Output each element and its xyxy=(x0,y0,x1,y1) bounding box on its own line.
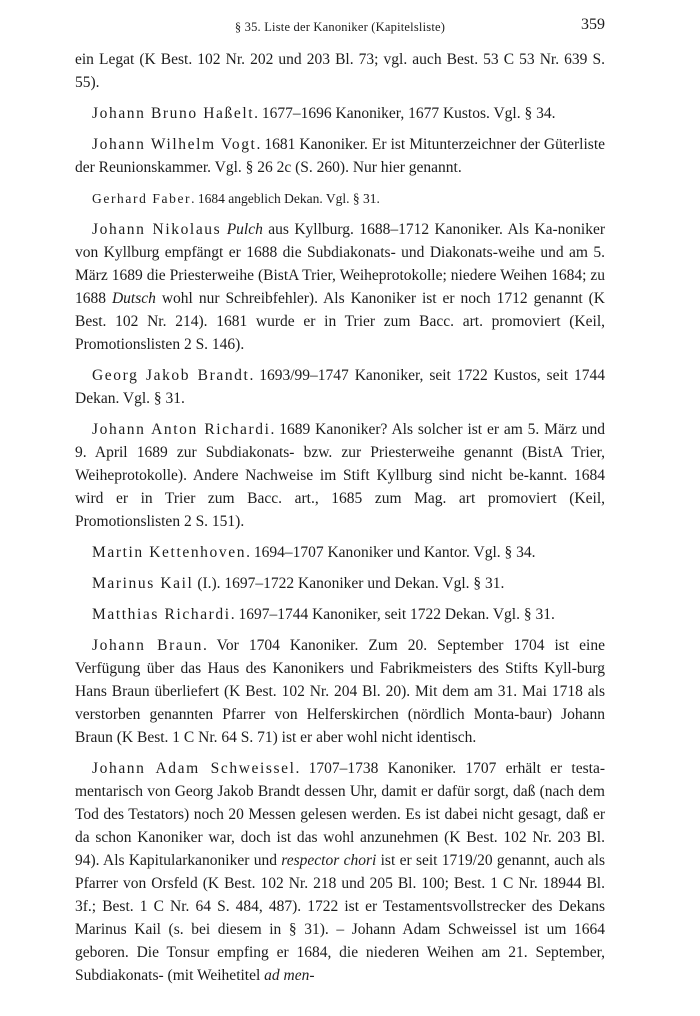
italic-variant: Dutsch xyxy=(111,290,156,307)
italic-term: respector chori xyxy=(281,852,377,869)
canon-entry xyxy=(75,603,605,626)
entry-text: wohl nur Schreibfehler). Als Kanoniker ist er noch 1712 genannt (K Best. 102 Nr. 214). 1681 wurde er in Trier zum Bacc. art. promoviert (Keil, Promotionslisten 2 S. 146). xyxy=(75,290,605,353)
entry-text: . 1707–1738 Kanoniker. 1707 erhält er testa-mentarisch von Georg Jakob Brandt dessen Uhr, damit er dafür sorgt, daß (nach dem Tod des Testators) noch 20 Messen gelesen werden. Es ist dabei nicht gesagt, daß er da schon Kanoniker war, doch ist das wohl anzunehmen (K Best. 102 Nr. 203 Bl. 94). Als Kapitularkanoniker und xyxy=(75,760,605,869)
canon-name: Martin Kettenhoven xyxy=(92,544,247,561)
entry-text: . 1697–1744 Kanoniker, seit 1722 Dekan. Vgl. § 31. xyxy=(230,606,555,623)
canon-entry xyxy=(75,133,605,179)
running-header xyxy=(75,14,605,36)
canon-name: Johann Nikolaus xyxy=(92,221,222,238)
canon-entry xyxy=(75,418,605,533)
entry-text: . 1684 angeblich Dekan. Vgl. § 31. xyxy=(191,191,380,206)
canon-entry xyxy=(75,218,605,356)
canon-entry xyxy=(75,541,605,564)
canon-entry xyxy=(75,757,605,987)
canon-name: Johann Anton Richardi xyxy=(92,421,271,438)
canon-name: Matthias Richardi xyxy=(92,606,231,623)
canon-entry xyxy=(75,102,605,125)
page-body xyxy=(75,48,605,995)
entry-text: ein Legat (K Best. 102 Nr. 202 und 203 Bl. 73; vgl. auch Best. 53 C 53 Nr. 639 S. 55). xyxy=(75,51,605,91)
canon-entry xyxy=(75,634,605,749)
running-title: § 35. Liste der Kanoniker (Kapitelsliste) xyxy=(234,20,446,34)
italic-term: ad men- xyxy=(264,967,315,984)
entry-text: . 1694–1707 Kanoniker und Kantor. Vgl. § 34. xyxy=(246,544,536,561)
entry-text: (I.). 1697–1722 Kanoniker und Dekan. Vgl. § 31. xyxy=(193,575,505,592)
canon-name: Marinus Kail xyxy=(92,575,194,592)
continuation-paragraph xyxy=(75,48,605,94)
canon-name: Johann Adam Schweissel xyxy=(92,760,296,777)
canon-name: Johann Bruno Haßelt xyxy=(92,105,255,122)
canon-entry xyxy=(75,572,605,595)
entry-text: . 1677–1696 Kanoniker, 1677 Kustos. Vgl. § 34. xyxy=(254,105,556,122)
page-number: 359 xyxy=(581,16,605,33)
entry-text: ist er seit 1719/20 genannt, auch als Pfarrer von Orsfeld (K Best. 102 Nr. 218 und 205 Bl. 100; Best. 1 C Nr. 18944 Bl. 3f.; Best. 1 C Nr. 64 S. 484, 487). 1722 ist er Testamentsvollstrecker des Dekans Marinus Kail (s. bei diesem in § 31). – Johann Adam Schweissel ist um 1664 geboren. Die Tonsur empfing er 1684, die niederen Weihen am 21. September, Subdiakonats- (mit Weihetitel xyxy=(75,852,606,984)
entry-text: . 1689 Kanoniker? Als solcher ist er am 5. März und 9. April 1689 zur Subdiakonats- bzw. zur Priesterweihe genannt (BistA Trier, Weiheprotokolle). Andere Nachweise im Stift Kyllburg sind nicht be-kannt. 1684 wird er in Trier zum Bacc. art., 1685 zum Mag. art promoviert (Keil, Promotionslisten 2 S. 151). xyxy=(75,421,605,530)
canon-name: Johann Wilhelm Vogt xyxy=(92,136,257,153)
canon-name: Gerhard Faber xyxy=(92,191,192,206)
italic-surname: Pulch xyxy=(226,221,263,238)
entry-text: . 1681 Kanoniker. Er ist Mitunterzeichner der Güterliste der Reunionskammer. Vgl. § 26 2c (S. 260). Nur hier genannt. xyxy=(75,136,606,176)
canon-name: Georg Jakob Brandt xyxy=(92,367,250,384)
canon-entry xyxy=(75,364,605,410)
canon-name: Johann Braun xyxy=(92,637,204,654)
entry-text: . 1693/99–1747 Kanoniker, seit 1722 Kustos, seit 1744 Dekan. Vgl. § 31. xyxy=(75,367,605,407)
canon-entry xyxy=(75,187,605,210)
entry-text: . Vor 1704 Kanoniker. Zum 20. September 1704 ist eine Verfügung über das Haus des Kanonikers und Fabrikmeisters des Stifts Kyll-burg Hans Braun überliefert (K Best. 102 Nr. 204 Bl. 20). Mit dem am 31. Mai 1718 als verstorben genannten Pfarrer von Helferskirchen (nördlich Monta-baur) Johann Braun (K Best. 1 C Nr. 64 S. 71) ist er aber wohl nicht identisch. xyxy=(75,637,605,746)
entry-text: aus Kyllburg. 1688–1712 Kanoniker. Als Ka-noniker von Kyllburg empfängt er 1688 die Subdiakonats- und Diakonats-weihe und am 5. März 1689 die Priesterweihe (BistA Trier, Weiheprotokolle; niedere Weihen 1684; zu 1688 xyxy=(75,221,605,307)
